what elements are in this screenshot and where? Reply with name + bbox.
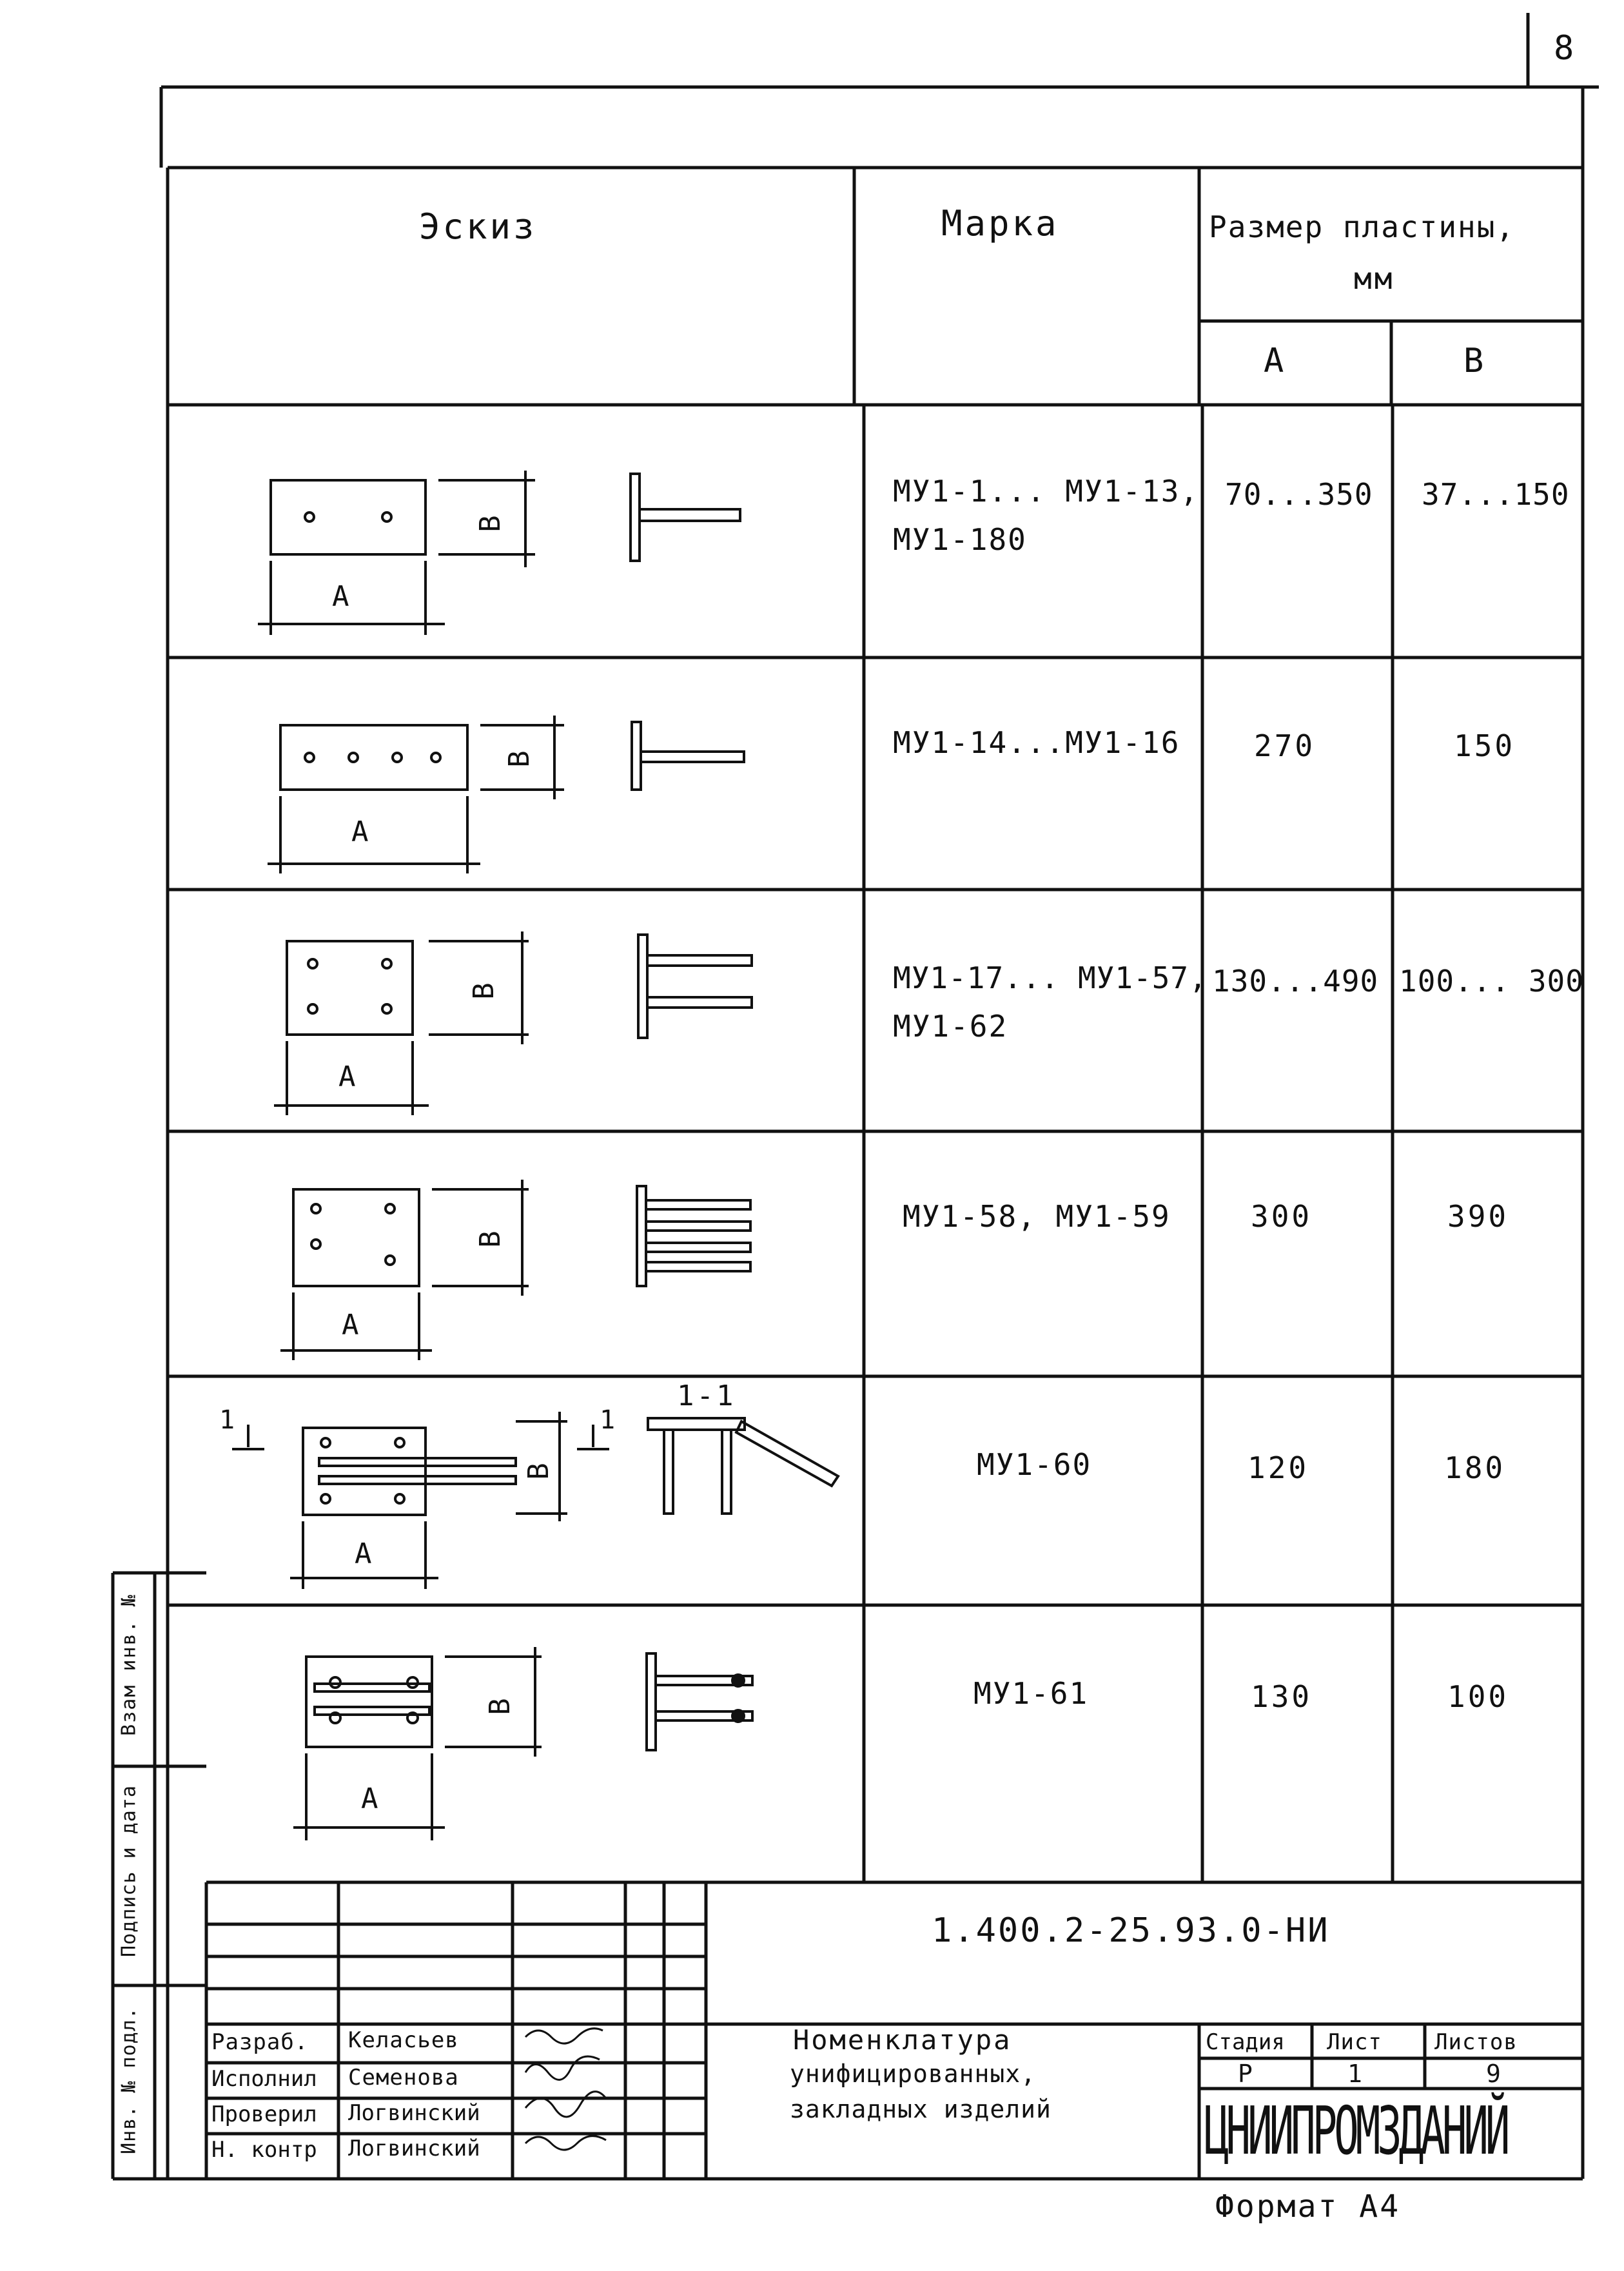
name-executor: Семенова: [348, 2065, 459, 2091]
sketch-header: Эскиз: [419, 206, 537, 247]
dimension-b-label: В: [467, 980, 500, 1000]
title-line-2: унифицированных,: [790, 2060, 1037, 2088]
row-6-size-a: 130: [1251, 1679, 1313, 1714]
plate-outline: [287, 941, 413, 1035]
sheets-value: 9: [1486, 2060, 1503, 2088]
row-3-mark-line1: МУ1-17... МУ1-57,: [893, 960, 1208, 995]
signatures: [525, 2029, 606, 2150]
dimension-a-label: А: [332, 580, 352, 613]
column-b-header: В: [1463, 342, 1487, 380]
section-cut-mark-left: 1: [219, 1405, 238, 1435]
dimension-b-label: В: [522, 1460, 555, 1480]
row-3-size-a: 130...490: [1212, 964, 1379, 999]
row-1-size-b: 37...150: [1422, 477, 1570, 512]
dimension-b-label: В: [473, 512, 507, 532]
row-6-mark-line1: МУ1-61: [973, 1676, 1089, 1711]
section-label: 1-1: [677, 1379, 736, 1412]
name-developer: Келасьев: [348, 2027, 459, 2053]
stage-label: Стадия: [1206, 2029, 1285, 2055]
column-a-header: А: [1264, 342, 1287, 380]
row-2-mark-line1: МУ1-14...МУ1-16: [893, 725, 1180, 760]
dimension-b-label: В: [502, 748, 536, 768]
format-label: Формат А4: [1215, 2188, 1401, 2225]
stage-value: Р: [1238, 2060, 1255, 2088]
sketch-row-5: [232, 1412, 838, 1589]
row-5-size-b: 180: [1444, 1450, 1506, 1485]
row-1-mark-line1: МУ1-1... МУ1-13,: [893, 474, 1200, 509]
row-5-size-a: 120: [1247, 1450, 1309, 1485]
sheet-value: 1: [1347, 2060, 1365, 2088]
hole: [305, 512, 314, 521]
plate-outline: [271, 480, 426, 554]
dimension-a-label: А: [355, 1537, 375, 1570]
dimension-a-label: А: [342, 1309, 362, 1341]
row-4-size-a: 300: [1251, 1199, 1313, 1234]
dimension-b-label: В: [483, 1695, 516, 1715]
sketch-row-1: [258, 471, 740, 635]
name-norm-control: Логвинский: [348, 2136, 480, 2161]
role-executor: Исполнил: [211, 2066, 317, 2092]
title-line-3: закладных изделий: [790, 2095, 1052, 2123]
organization-name: ЦНИИПРОМЗДАНИЙ: [1204, 2094, 1507, 2170]
dimension-a-label: А: [351, 815, 371, 848]
role-norm-control: Н. контр: [211, 2137, 317, 2163]
row-6-size-b: 100: [1447, 1679, 1509, 1714]
side-stamp-replacement-inventory: Взам инв. №: [117, 1594, 141, 1736]
side-stamp-signature-date: Подпись и дата: [117, 1785, 141, 1957]
mark-header: Марка: [941, 203, 1059, 244]
row-2-size-b: 150: [1454, 728, 1516, 763]
plate-size-unit: мм: [1354, 261, 1395, 296]
dimension-b-label: В: [473, 1228, 507, 1248]
sheet-number: 8: [1554, 29, 1577, 68]
title-line-1: Номенклатура: [793, 2024, 1012, 2056]
row-1-size-a: 70...350: [1225, 477, 1373, 512]
section-cut-mark-right: 1: [600, 1405, 618, 1435]
dimension-a-label: А: [338, 1060, 358, 1093]
role-checker: Проверил: [211, 2101, 317, 2127]
sheet-label: Лист: [1327, 2029, 1382, 2055]
row-1-mark-line2: МУ1-180: [893, 522, 1027, 557]
plate-size-header: Размер пластины,: [1209, 210, 1516, 244]
hole: [382, 512, 391, 521]
document-code: 1.400.2-25.93.0-НИ: [932, 1911, 1330, 1950]
sheets-label: Листов: [1434, 2029, 1518, 2055]
sketch-row-2: [268, 716, 744, 873]
dimension-a-label: А: [361, 1782, 381, 1815]
side-stamp-original-inventory: Инв. № подл.: [117, 2007, 141, 2154]
row-3-mark-line2: МУ1-62: [893, 1009, 1008, 1044]
role-developer: Разраб.: [211, 2029, 309, 2055]
plate-outline: [293, 1189, 419, 1286]
plate-outline: [306, 1657, 432, 1747]
row-4-mark-line1: МУ1-58, МУ1-59: [903, 1199, 1171, 1234]
name-checker: Логвинский: [348, 2100, 480, 2126]
row-2-size-a: 270: [1254, 728, 1316, 763]
row-4-size-b: 390: [1447, 1199, 1509, 1234]
row-5-mark-line1: МУ1-60: [977, 1447, 1092, 1482]
row-3-size-b: 100... 300: [1399, 964, 1584, 999]
